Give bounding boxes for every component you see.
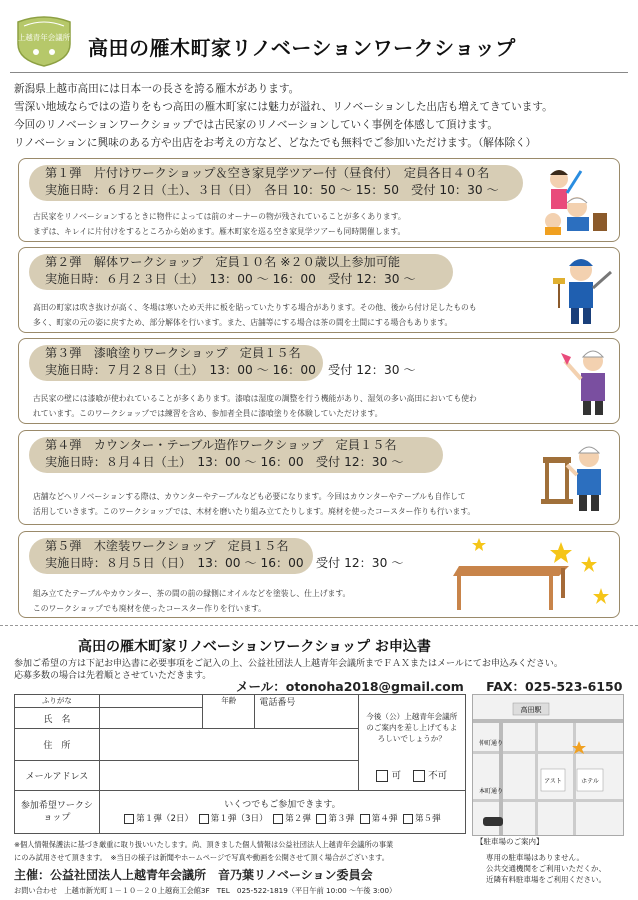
note-line: ※個人情報保護法に基づき厳重に取り扱いいたします。尚、頂きました個人情報は公益社団法人上越青年会議所の事業 (14, 840, 394, 849)
map-shop2: ホテル (581, 778, 599, 785)
desc-line: 高田の町家は吹き抜けが高く、冬場は寒いため天井に板を貼っていたりする場合があります。その他、後から付け足したものも (33, 303, 477, 312)
option-checkbox[interactable] (316, 814, 326, 824)
map-road1: 仲町通り (479, 740, 504, 747)
application-form (14, 694, 466, 834)
workshop-datetime: 実施日時：７月２８日（土） 13：00 ～ 16：00 受付 12：30 ～ (45, 363, 416, 377)
workshop-title: 第５弾 木塗装ワークショップ 定員１５名 (45, 539, 289, 553)
parking-line: 専用の駐車場はありません。 (486, 853, 584, 862)
workshop-band (29, 538, 404, 574)
desc-line: 古民家をリノベーションするときに物件によっては前のオーナーの物が残されていることが多くあります。 (33, 212, 406, 221)
intro-line: 新潟県上越市高田には日本一の長さを誇る雁木があります。 (14, 83, 300, 95)
option-checkbox[interactable] (199, 814, 209, 824)
workshop-band (29, 254, 453, 290)
furigana-field[interactable] (99, 695, 202, 708)
workshop-box-3 (18, 338, 620, 424)
contact-info (236, 677, 638, 695)
intro-line: リノベーションに興味のある方や出店をお考えの方など、どなたでも無料でご参加いただけます。（解体除く） (14, 137, 537, 149)
cleaning-illustration (537, 163, 613, 237)
workshop-options (99, 791, 465, 834)
desc-line: 店舗などへリノベーションする際は、カウンターやテーブルなども必要になります。今回はカウンターやテーブルも自作して (33, 492, 466, 501)
map-station: 高田駅 (520, 706, 542, 714)
header-divider (10, 72, 628, 73)
form-title: 高田の雁木町家リノベーションワークショップ お申込書 (78, 639, 431, 655)
workshop-desc (33, 209, 406, 239)
desc-line: 多く、町家の元の姿に戻すため、部分解体を行います。また、店舗等にする場合は茶の間を土間にする場合もあります。 (33, 318, 453, 327)
option-label: 第３弾 (328, 814, 355, 825)
desc-line: 古民家の壁には漆喰が使われていることが多くあります。漆喰は湿度の調整を行う機能があり、湿気の多い高田においても使わ (33, 394, 477, 403)
logo-text: 上越青年会議所 (17, 33, 71, 42)
table-illustration (449, 536, 613, 614)
parking-line: 公共交通機関をご利用いただくか、 (486, 864, 606, 873)
workshop-datetime: 実施日時：８月４日（土） 13：00 ～ 16：00 受付 12：30 ～ (45, 455, 404, 469)
age-label: 年齢 (203, 695, 255, 729)
fax-number: FAX：025-523-6150 (486, 679, 623, 694)
workshop-title: 第３弾 漆喰塗りワークショップ 定員１５名 (45, 346, 301, 360)
option-label: 第４弾 (371, 814, 398, 825)
desc-line: このワークショップでも廃材を使ったコースター作りを行います。 (33, 604, 266, 613)
question-text: 今後（公）上越青年会議所のご案内を差し上げてもよろしいでしょうか？ (366, 712, 458, 743)
workshop-wish-label: 参加希望ワークショップ (15, 791, 100, 834)
note-line: にのみ試用させて頂きます。 ※当日の様子は新聞やホームページで写真や動画を公開させて頂く場合がございます。 (14, 853, 389, 862)
plastering-illustration (559, 343, 617, 419)
option-checkbox[interactable] (273, 814, 283, 824)
consent-no-checkbox[interactable] (413, 770, 425, 782)
option-checkbox[interactable] (403, 814, 413, 824)
furigana-label: ふりがな (15, 695, 100, 708)
workshop-datetime: 実施日時：８月５日（日） 13：00 ～ 16：00 受付 12：30 ～ (45, 556, 404, 570)
inquiry-info: お問い合わせ 上越市新光町１－１０－２０上越商工会館3F TEL 025-522-1819（平日午前 10:00 ～午後 3:00） (14, 886, 397, 895)
newsletter-question (358, 695, 465, 791)
email-field[interactable] (99, 761, 358, 791)
workshop-box-5 (18, 531, 620, 618)
demolition-worker-illustration (549, 252, 615, 326)
workshop-datetime: 実施日時：６月２３日（土） 13：00 ～ 16：00 受付 12：30 ～ (45, 272, 416, 286)
desc-line: 組み立てたテーブルやカウンター、茶の間の前の縁側にオイルなどを塗装し、仕上げます。 (33, 589, 351, 598)
jc-logo (12, 8, 76, 68)
workshop-box-4 (18, 430, 620, 525)
option-checkbox[interactable] (124, 814, 134, 824)
map-shop1: アスト (544, 778, 562, 785)
option-label: 第５弾 (414, 814, 441, 825)
email-address[interactable]: メール：otonoha2018@gmail.com (236, 679, 464, 694)
car-icon (483, 817, 503, 826)
workshop-box-2 (18, 247, 620, 333)
workshop-desc (33, 586, 350, 616)
organizer: 主催：公益社団法人上越青年会議所 音乃葉リノベーション委員会 (14, 868, 373, 882)
workshop-datetime: 実施日時：６月２日（土）、３日（日） 各日 10：50 ～ 15：50 受付 10：30 ～ (45, 183, 499, 197)
carpentry-illustration (537, 437, 613, 517)
header (0, 0, 638, 70)
form-intro-line: 応募多数の場合は先着順とさせていただきます。 (14, 671, 212, 681)
workshop-title: 第４弾 カウンター・テーブル造作ワークショップ 定員１５名 (45, 438, 397, 452)
option-checkbox[interactable] (360, 814, 370, 824)
desc-line: れています。このワークショップでは練習を含め、参加者全員に漆喰塗りを体験していただけます。 (33, 409, 383, 418)
intro-line: 今回のリノベーションワークショップでは古民家のリノベーションしていく事例を体感して頂けます。 (14, 119, 499, 131)
option-label: 第２弾 (285, 814, 311, 825)
name-label: 氏 名 (15, 707, 100, 728)
workshop-band (29, 437, 443, 473)
consent-yes-label: 可 (391, 770, 401, 782)
map-caption: 【駐車場のご案内】 (476, 837, 544, 846)
option-label: 第１弾（3日） (210, 814, 268, 825)
form-intro-line: 参加ご希望の方は下記お申込書に必要事項をご記入の上、公益社団法人上越青年会議所までＦＡＸまたはメールにてお申込みください。 (14, 659, 563, 669)
option-label: 第１弾（2日） (136, 814, 194, 825)
name-field[interactable] (99, 707, 202, 728)
multiple-note: いくつでもご参加できます。 (224, 800, 341, 811)
workshop-title: 第１弾 片付けワークショップ＆空き家見学ツアー付（昼食付） 定員各日４０名 (45, 166, 490, 180)
privacy-notes (14, 838, 393, 864)
workshop-band (29, 165, 523, 201)
workshop-box-1 (18, 158, 620, 242)
parking-line: 近隣有料駐車場をご利用ください。 (486, 875, 606, 884)
desc-line: まずは、キレイに片付けをするところから始めます。雁木町家を巡る空き家見学ツアーも同時開催します。 (33, 227, 406, 236)
page-title: 高田の雁木町家リノベーションワークショップ (88, 36, 516, 60)
consent-yes-checkbox[interactable] (376, 770, 388, 782)
address-field[interactable] (99, 729, 358, 761)
phone-label: 電話番号 (255, 695, 358, 729)
desc-line: 活用していきます。このワークショップでは、木材を磨いたり組み立てたりします。廃材を使ったコースター作りも行います。 (33, 507, 476, 516)
workshop-desc (33, 391, 477, 421)
workshop-checkboxes (104, 812, 461, 826)
consent-options (363, 770, 461, 782)
cut-line (0, 625, 638, 626)
workshop-band (29, 345, 416, 381)
workshop-desc (33, 489, 475, 519)
workshop-desc (33, 300, 477, 330)
map-road2: 本町通り (479, 788, 504, 795)
parking-info (486, 852, 606, 885)
email-label: メールアドレス (15, 761, 100, 791)
access-map (472, 694, 624, 836)
workshop-title: 第２弾 解体ワークショップ 定員１０名 ※２０歳以上参加可能 (45, 255, 401, 269)
intro-text (14, 80, 626, 152)
address-label: 住 所 (15, 729, 100, 761)
intro-line: 雪深い地域ならではの造りをもつ高田の雁木町家には魅力が溢れ、リノベーションした出店も増えてきています。 (14, 101, 553, 113)
consent-no-label: 不可 (428, 770, 448, 782)
